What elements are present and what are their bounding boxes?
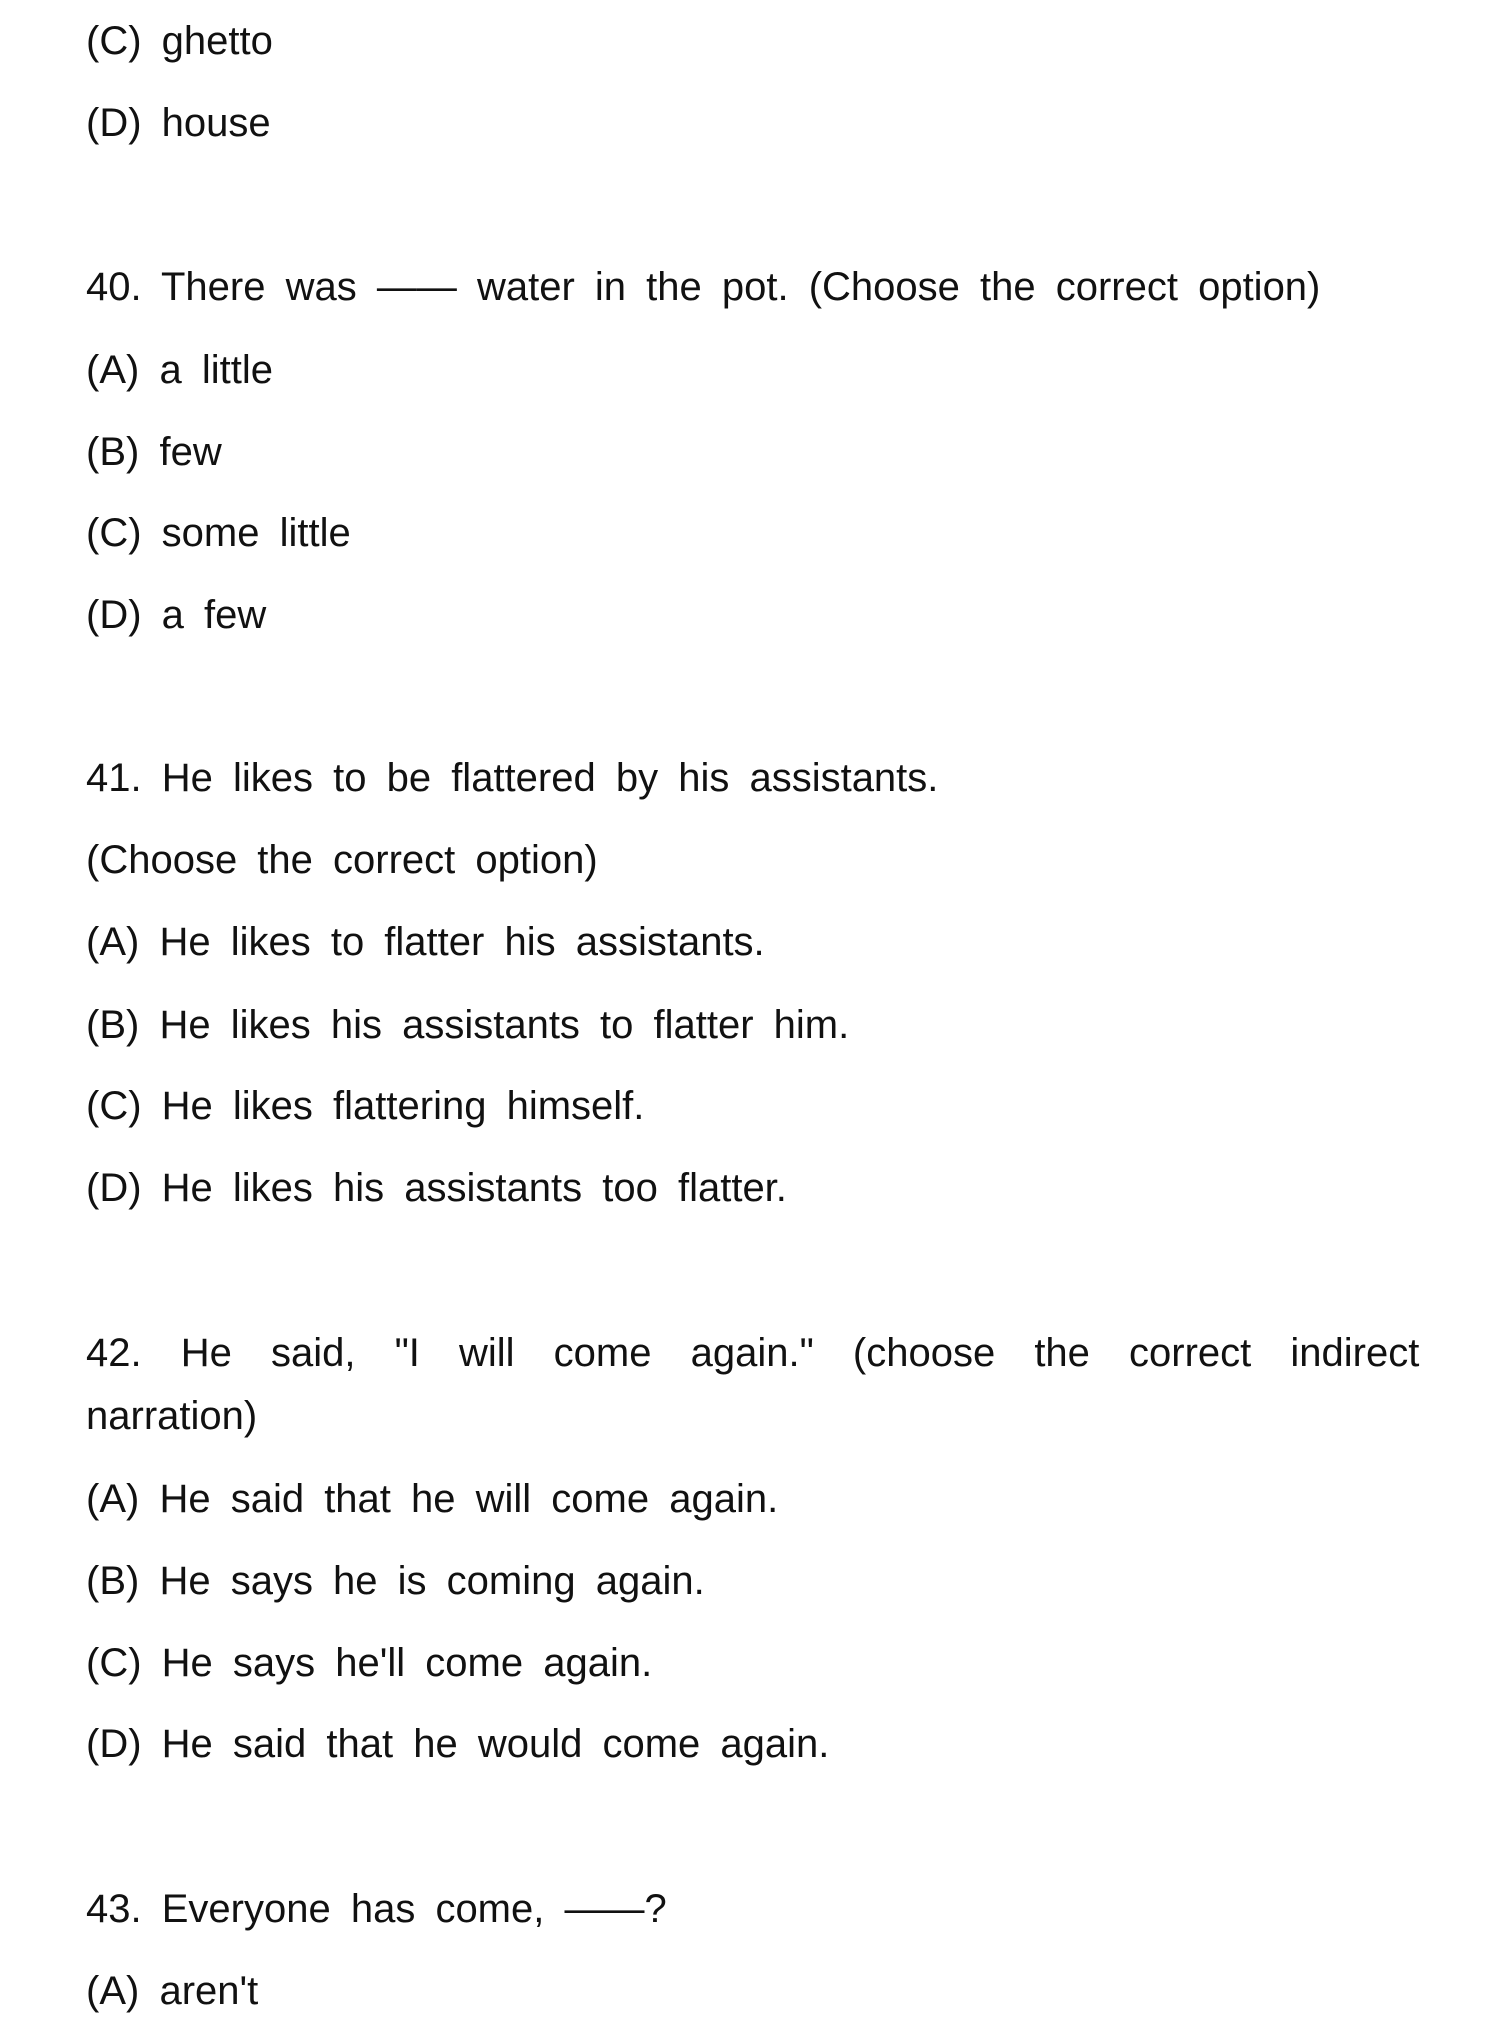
- option-text: He said that he would come again.: [161, 1722, 830, 1766]
- option-text: He likes to flatter his assistants.: [159, 920, 765, 964]
- option-d: [86, 1720, 829, 1768]
- option-d: [86, 99, 271, 147]
- option-text: He likes his assistants too flatter.: [161, 1166, 787, 1210]
- option-text: He likes flattering himself.: [161, 1084, 645, 1128]
- option-a: [86, 1475, 778, 1523]
- option-text: a few: [161, 593, 267, 637]
- option-label: (D): [86, 593, 142, 637]
- option-label: (D): [86, 1166, 142, 1210]
- question-number: 43.: [86, 1887, 142, 1931]
- question-instruction: [86, 836, 598, 884]
- option-label: (B): [86, 1003, 140, 1047]
- option-label: (B): [86, 1559, 140, 1603]
- question-42-continued: [86, 1392, 257, 1440]
- option-text: a little: [159, 348, 273, 392]
- option-c: [86, 17, 273, 65]
- option-label: (A): [86, 920, 140, 964]
- option-text: few: [159, 430, 222, 474]
- question-number: 41.: [86, 756, 142, 800]
- question-42: [86, 1329, 1419, 1377]
- option-text: some little: [161, 511, 351, 555]
- question-40: [86, 263, 1320, 311]
- option-label: (A): [86, 1969, 140, 2013]
- option-d: [86, 1164, 787, 1212]
- option-text: He says he'll come again.: [161, 1641, 653, 1685]
- question-text: narration): [86, 1394, 258, 1438]
- question-number: 40.: [86, 265, 142, 309]
- question-43: [86, 1885, 667, 1933]
- option-a: [86, 346, 273, 394]
- option-b: [86, 1557, 705, 1605]
- option-c: [86, 509, 351, 557]
- question-41: [86, 754, 938, 802]
- option-label: (C): [86, 19, 142, 63]
- option-a: [86, 1967, 258, 2015]
- option-label: (C): [86, 1084, 142, 1128]
- option-text: house: [161, 101, 271, 145]
- option-c: [86, 1082, 644, 1130]
- option-text: He likes his assistants to flatter him.: [159, 1003, 850, 1047]
- option-a: [86, 918, 765, 966]
- question-number: 42.: [86, 1331, 142, 1375]
- option-label: (A): [86, 1477, 140, 1521]
- option-c: [86, 1639, 652, 1687]
- option-text: aren't: [159, 1969, 259, 2013]
- option-d: [86, 591, 266, 639]
- option-label: (A): [86, 348, 140, 392]
- question-text: Everyone has come, ——?: [161, 1887, 667, 1931]
- option-label: (C): [86, 1641, 142, 1685]
- option-label: (B): [86, 430, 140, 474]
- question-text: He likes to be flattered by his assistants.: [161, 756, 939, 800]
- option-b: [86, 428, 222, 476]
- option-label: (D): [86, 101, 142, 145]
- option-b: [86, 1001, 849, 1049]
- option-text: ghetto: [161, 19, 273, 63]
- question-text: He said, "I will come again." (choose the correct indirect: [180, 1331, 1420, 1375]
- option-label: (C): [86, 511, 142, 555]
- option-text: He said that he will come again.: [159, 1477, 779, 1521]
- option-label: (D): [86, 1722, 142, 1766]
- instruction-text: (Choose the correct option): [86, 838, 598, 882]
- option-text: He says he is coming again.: [159, 1559, 705, 1603]
- question-text: There was —— water in the pot. (Choose the correct option): [161, 265, 1321, 309]
